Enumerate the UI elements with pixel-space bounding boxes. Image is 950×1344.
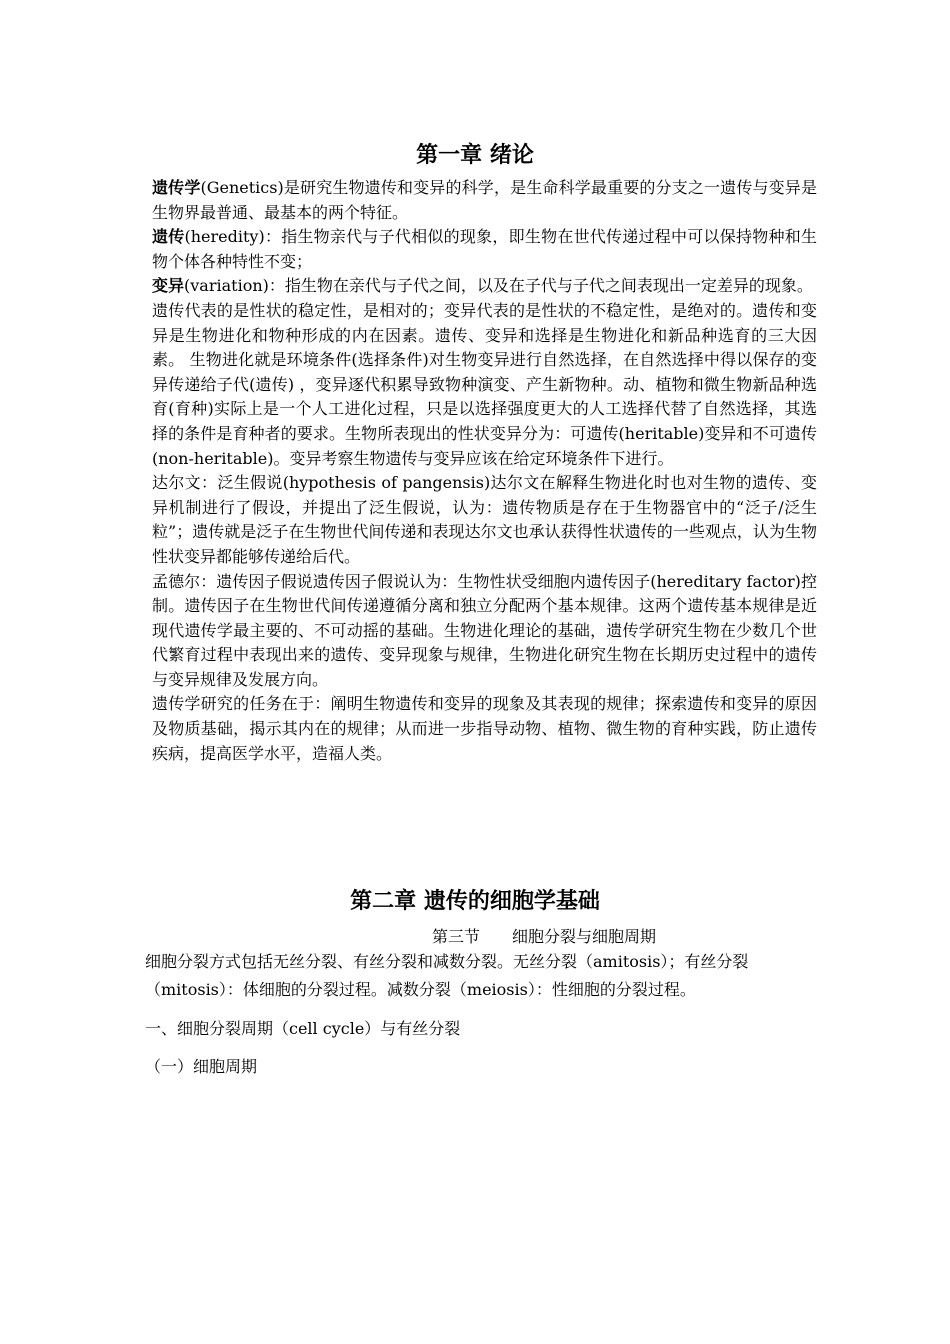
term-heredity: 遗传 (152, 227, 185, 247)
subheading-cell-cycle-mitosis: 一、细胞分裂周期（cell cycle）与有丝分裂 (145, 1019, 461, 1038)
paragraph-mendel: 孟德尔：遗传因子假说遗传因子假说认为：生物性状受细胞内遗传因子(hereditary factor)控制。遗传因子在生物世代间传递遵循分离和独立分配两个基本规律。这两个遗传基本规律是近现代遗传学最主要的、不可动摇的基础。生物进化理论的基础，遗传学研究生物在少数几个世代繁育过程中表现出来的遗传、变异现象与规律，生物进化研究生物在长期历史过程中的遗传与变异规律及发展方向。 (152, 571, 817, 689)
definition-variation (152, 274, 817, 299)
chapter-1-body (152, 176, 817, 766)
definition-heredity (152, 225, 817, 274)
chapter-2-title: 第二章 遗传的细胞学基础 (350, 889, 600, 914)
paragraph-tasks: 遗传学研究的任务在于：阐明生物遗传和变异的现象及其表现的规律；探索遗传和变异的原因及物质基础，揭示其内在的规律；从而进一步指导动物、植物、微生物的育种实践，防止遗传疾病，提高医学水平，造福人类。 (152, 694, 817, 763)
definition-variation-text: (variation)：指生物在亲代与子代之间，以及在子代与子代之间表现出一定差异的现象。 (184, 276, 813, 296)
definition-heredity-text: (heredity)：指生物亲代与子代相似的现象，即生物在世代传递过程中可以保持物种和生物个体各种特性不变； (152, 227, 817, 271)
term-variation: 变异 (152, 276, 185, 296)
definition-genetics-text: (Genetics)是研究生物遗传和变异的科学，是生命科学最重要的分支之一遗传与变异是生物界最普通、最基本的两个特征。 (152, 178, 817, 222)
paragraph-stability: 遗传代表的是性状的稳定性，是相对的；变异代表的是性状的不稳定性，是绝对的。遗传和变异是生物进化和物种形成的内在因素。遗传、变异和选择是生物进化和新品种选育的三大因素。 生物进化就是环境条件(选择条件)对生物变异进行自然选择，在自然选择中得以保存的变异传递给子代(遗传) ，变异逐代积累导致物种演变、产生新物种。动、植物和微生物新品种选育(育种)实际上是一个人工进化过程，只是以选择强度更大的人工选择代替了自然选择，其选择的条件是育种者的要求。生物所表现出的性状变异分为：可遗传(heritable)变异和不可遗传(non-heritable)。变异考察生物遗传与变异应该在给定环境条件下进行。 (152, 300, 817, 468)
term-genetics: 遗传学 (152, 178, 201, 197)
paragraph-cell-division: 细胞分裂方式包括无丝分裂、有丝分裂和减数分裂。无丝分裂（amitosis）；有丝分裂（mitosis）：体细胞的分裂过程。减数分裂（meiosis）：性细胞的分裂过程。 (145, 952, 749, 999)
definition-genetics (152, 176, 817, 225)
chapter-2-body (145, 948, 815, 1091)
subheading-cell-cycle: （一）细胞周期 (145, 1057, 258, 1076)
paragraph-darwin: 达尔文：泛生假说(hypothesis of pangensis)达尔文在解释生物进化时也对生物的遗传、变异机制进行了假设，并提出了泛生假说，认为：遗传物质是存在于生物器官中的“泛子/泛生粒”；遗传就是泛子在生物世代间传递和表现达尔文也承认获得性状遗传的一些观点，认为生物性状变异都能够传递给后代。 (152, 473, 817, 566)
section-heading: 第三节 细胞分裂与细胞周期 (432, 927, 657, 946)
chapter-1-title: 第一章 绪论 (416, 143, 534, 168)
